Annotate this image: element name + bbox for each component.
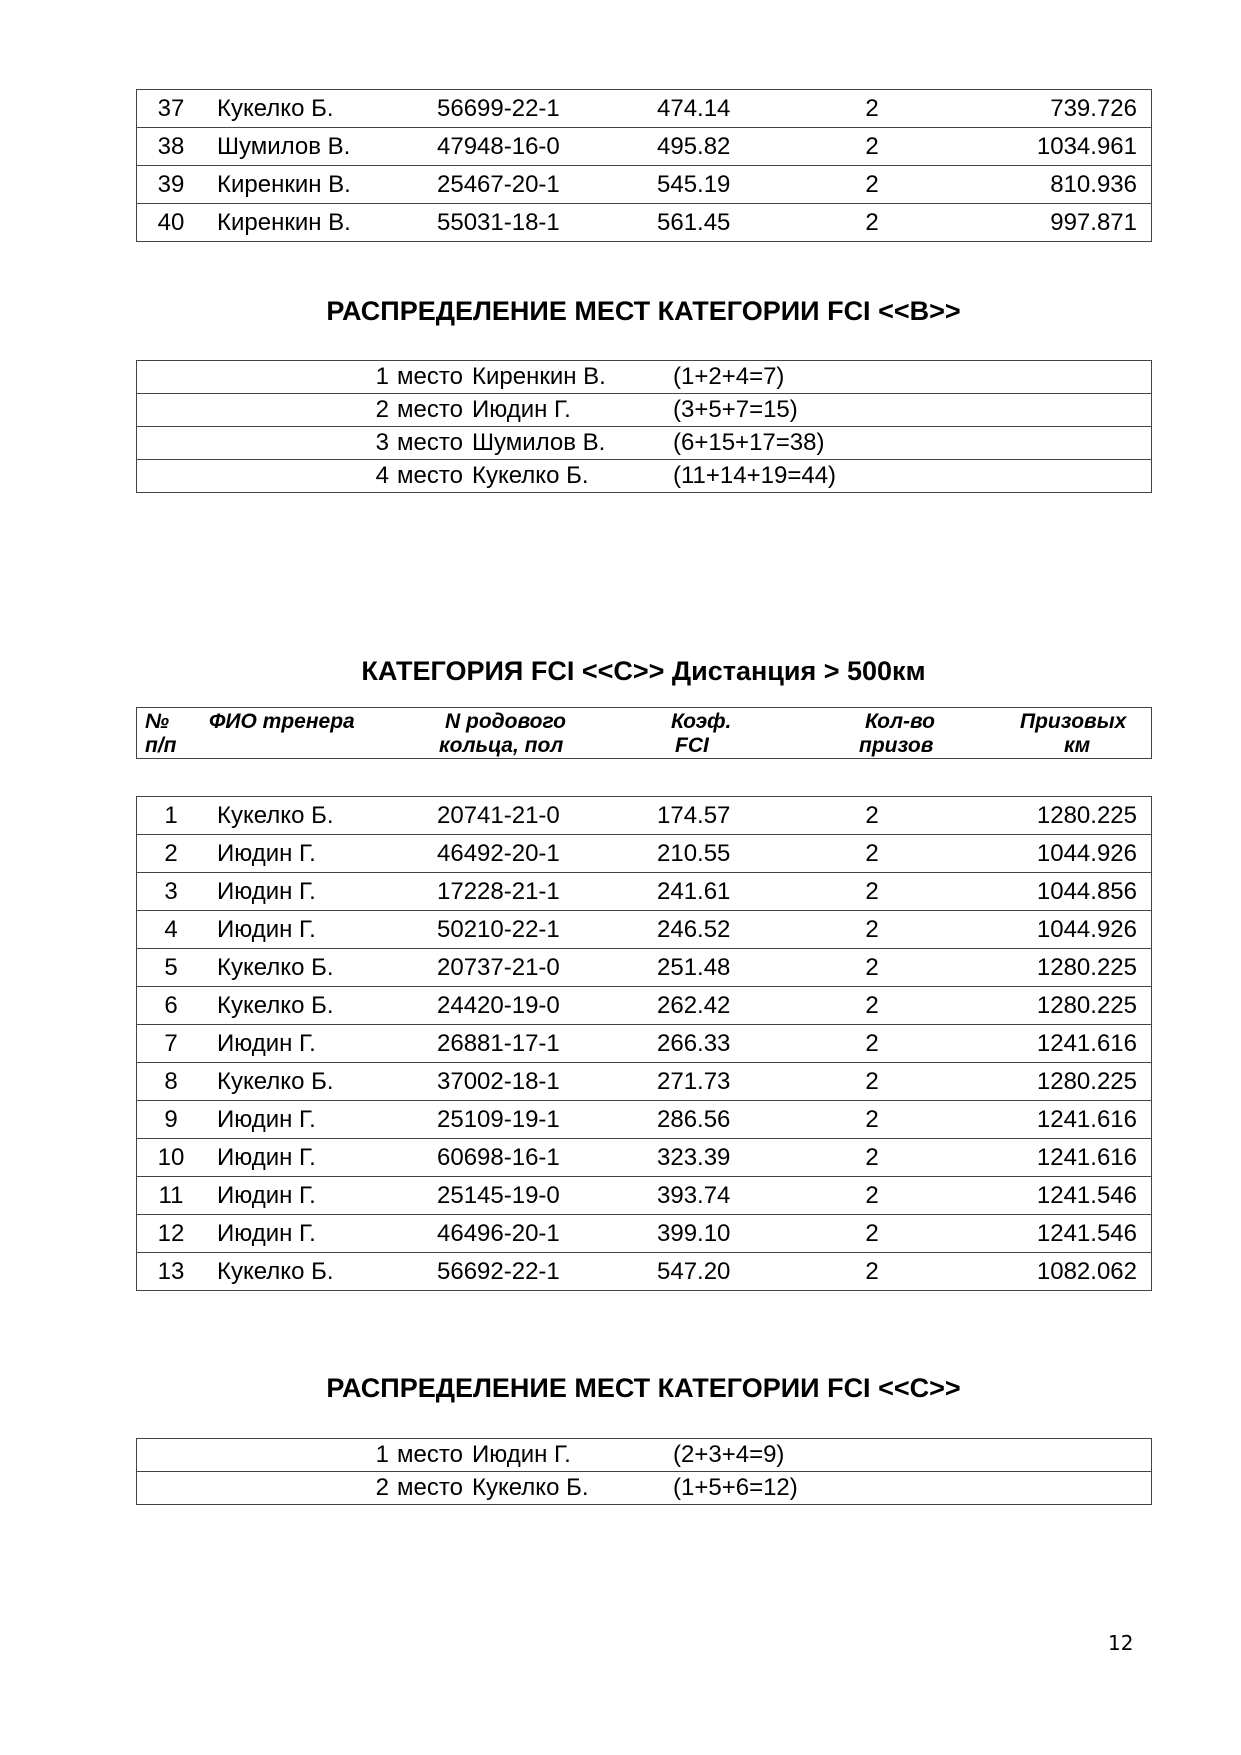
table-row [137, 1101, 1152, 1139]
prize-count: 2 [812, 873, 932, 911]
trainer-name: Кукелко Б. [205, 949, 437, 987]
places-c-heading: РАСПРЕДЕЛЕНИЕ МЕСТ КАТЕГОРИИ FCI <<C>> [326, 1373, 961, 1403]
prize-km: 1044.926 [932, 835, 1152, 873]
row-number: 8 [137, 1063, 206, 1101]
place-points: (2+3+4=9) [673, 1441, 785, 1468]
trainer-name: Кукелко Б. [205, 987, 437, 1025]
prize-count: 2 [812, 1253, 932, 1291]
place-word: место [397, 1474, 463, 1501]
header-count-1: Кол-во [865, 710, 935, 733]
trainer-name: Июдин Г. [205, 1215, 437, 1253]
table-row [137, 1025, 1152, 1063]
ring-number: 55031-18-1 [437, 204, 657, 242]
fci-coef: 323.39 [657, 1139, 812, 1177]
ring-number: 50210-22-1 [437, 911, 657, 949]
place-points: (1+5+6=12) [673, 1474, 798, 1501]
ring-number: 47948-16-0 [437, 128, 657, 166]
prize-km: 1241.616 [932, 1025, 1152, 1063]
places-b-heading: РАСПРЕДЕЛЕНИЕ МЕСТ КАТЕГОРИИ FCI <<B>> [326, 296, 961, 326]
row-number: 12 [137, 1215, 206, 1253]
results-table-top-body [137, 90, 1152, 242]
row-number: 3 [137, 873, 206, 911]
ring-number: 20741-21-0 [437, 797, 657, 835]
table-row [137, 204, 1152, 242]
table-row [137, 166, 1152, 204]
ring-number: 56692-22-1 [437, 1253, 657, 1291]
place-trainer: Июдин Г. [472, 396, 571, 423]
ring-number: 37002-18-1 [437, 1063, 657, 1101]
table-row [137, 90, 1152, 128]
prize-km: 1280.225 [932, 949, 1152, 987]
row-number: 13 [137, 1253, 206, 1291]
place-trainer: Кукелко Б. [472, 462, 589, 489]
ring-number: 56699-22-1 [437, 90, 657, 128]
prize-km: 1241.616 [932, 1139, 1152, 1177]
ring-number: 24420-19-0 [437, 987, 657, 1025]
trainer-name: Июдин Г. [205, 835, 437, 873]
prize-km: 1280.225 [932, 987, 1152, 1025]
place-word: место [397, 396, 463, 423]
fci-coef: 251.48 [657, 949, 812, 987]
table-row [137, 128, 1152, 166]
place-number: 2 [375, 1474, 389, 1501]
places-b-body [137, 361, 1152, 493]
row-number: 38 [137, 128, 206, 166]
place-trainer: Июдин Г. [472, 1441, 571, 1468]
header-coef-2: FCI [675, 734, 709, 757]
results-table-c-body [137, 797, 1152, 1291]
header-coef-1: Коэф. [671, 710, 732, 733]
prize-count: 2 [812, 204, 932, 242]
table-row [137, 949, 1152, 987]
table-row [137, 911, 1152, 949]
place-number: 2 [375, 396, 389, 423]
trainer-name: Киренкин В. [205, 166, 437, 204]
place-word: место [397, 462, 463, 489]
fci-coef: 271.73 [657, 1063, 812, 1101]
header-name: ФИО тренера [209, 710, 355, 733]
trainer-name: Кукелко Б. [205, 1253, 437, 1291]
place-word: место [397, 363, 463, 390]
row-number: 7 [137, 1025, 206, 1063]
fci-coef: 262.42 [657, 987, 812, 1025]
table-row [137, 1063, 1152, 1101]
prize-km: 1044.926 [932, 911, 1152, 949]
place-points: (1+2+4=7) [673, 363, 785, 390]
trainer-name: Киренкин В. [205, 204, 437, 242]
prize-count: 2 [812, 835, 932, 873]
place-points: (6+15+17=38) [673, 429, 825, 456]
header-no-1: № [145, 710, 170, 733]
fci-coef: 241.61 [657, 873, 812, 911]
trainer-name: Шумилов В. [205, 128, 437, 166]
place-number: 1 [375, 363, 389, 390]
prize-count: 2 [812, 797, 932, 835]
prize-count: 2 [812, 1063, 932, 1101]
prize-km: 739.726 [932, 90, 1152, 128]
place-number: 4 [375, 462, 389, 489]
ring-number: 26881-17-1 [437, 1025, 657, 1063]
prize-km: 1241.616 [932, 1101, 1152, 1139]
fci-coef: 547.20 [657, 1253, 812, 1291]
prize-km: 1280.225 [932, 797, 1152, 835]
table-row [137, 1253, 1152, 1291]
results-table-c [136, 796, 1152, 1291]
prize-count: 2 [812, 166, 932, 204]
trainer-name: Кукелко Б. [205, 1063, 437, 1101]
trainer-name: Кукелко Б. [205, 797, 437, 835]
ring-number: 46496-20-1 [437, 1215, 657, 1253]
ring-number: 46492-20-1 [437, 835, 657, 873]
fci-coef: 286.56 [657, 1101, 812, 1139]
place-trainer: Кукелко Б. [472, 1474, 589, 1501]
header-no-2: п/п [145, 734, 177, 757]
header-km-2: км [1064, 734, 1091, 757]
trainer-name: Кукелко Б. [205, 90, 437, 128]
ring-number: 17228-21-1 [437, 873, 657, 911]
places-c-body [137, 1439, 1152, 1505]
prize-count: 2 [812, 1139, 932, 1177]
header-ring-1: N родового [445, 710, 566, 733]
prize-count: 2 [812, 1177, 932, 1215]
prize-km: 1280.225 [932, 1063, 1152, 1101]
trainer-name: Июдин Г. [205, 1025, 437, 1063]
prize-count: 2 [812, 90, 932, 128]
row-number: 37 [137, 90, 206, 128]
places-c-table [136, 1438, 1152, 1505]
row-number: 9 [137, 1101, 206, 1139]
row-number: 2 [137, 835, 206, 873]
page-number: 12 [1108, 1631, 1134, 1655]
fci-coef: 399.10 [657, 1215, 812, 1253]
fci-coef: 495.82 [657, 128, 812, 166]
place-number: 1 [375, 1441, 389, 1468]
row-number: 39 [137, 166, 206, 204]
place-points: (3+5+7=15) [673, 396, 798, 423]
row-number: 4 [137, 911, 206, 949]
row-number: 5 [137, 949, 206, 987]
prize-count: 2 [812, 949, 932, 987]
place-row [137, 1472, 1152, 1505]
table-row [137, 873, 1152, 911]
fci-coef: 246.52 [657, 911, 812, 949]
table-row [137, 987, 1152, 1025]
prize-km: 1241.546 [932, 1215, 1152, 1253]
ring-number: 20737-21-0 [437, 949, 657, 987]
trainer-name: Июдин Г. [205, 873, 437, 911]
prize-km: 810.936 [932, 166, 1152, 204]
prize-km: 1044.856 [932, 873, 1152, 911]
place-row [137, 427, 1152, 460]
prize-km: 1082.062 [932, 1253, 1152, 1291]
row-number: 6 [137, 987, 206, 1025]
table-row [137, 1215, 1152, 1253]
trainer-name: Июдин Г. [205, 1101, 437, 1139]
place-points: (11+14+19=44) [673, 462, 837, 489]
prize-count: 2 [812, 1101, 932, 1139]
place-row [137, 394, 1152, 427]
table-row [137, 797, 1152, 835]
fci-coef: 266.33 [657, 1025, 812, 1063]
fci-coef: 561.45 [657, 204, 812, 242]
ring-number: 25145-19-0 [437, 1177, 657, 1215]
trainer-name: Июдин Г. [205, 1139, 437, 1177]
header-km-1: Призовых [1020, 710, 1127, 733]
ring-number: 25467-20-1 [437, 166, 657, 204]
place-row [137, 1439, 1152, 1472]
row-number: 11 [137, 1177, 206, 1215]
fci-coef: 174.57 [657, 797, 812, 835]
table-row [137, 835, 1152, 873]
place-row [137, 361, 1152, 394]
fci-coef: 393.74 [657, 1177, 812, 1215]
fci-coef: 210.55 [657, 835, 812, 873]
prize-km: 997.871 [932, 204, 1152, 242]
prize-km: 1241.546 [932, 1177, 1152, 1215]
prize-count: 2 [812, 1025, 932, 1063]
place-word: место [397, 1441, 463, 1468]
results-table-top [136, 89, 1152, 242]
header-count-2: призов [859, 734, 934, 757]
place-trainer: Шумилов В. [472, 429, 606, 456]
category-c-heading: КАТЕГОРИЯ FCI <<C>> Дистанция > 500км [361, 656, 926, 686]
trainer-name: Июдин Г. [205, 1177, 437, 1215]
table-row [137, 1177, 1152, 1215]
place-row [137, 460, 1152, 493]
places-b-table [136, 360, 1152, 493]
ring-number: 25109-19-1 [437, 1101, 657, 1139]
prize-count: 2 [812, 1215, 932, 1253]
place-trainer: Киренкин В. [472, 363, 606, 390]
ring-number: 60698-16-1 [437, 1139, 657, 1177]
prize-count: 2 [812, 128, 932, 166]
row-number: 40 [137, 204, 206, 242]
trainer-name: Июдин Г. [205, 911, 437, 949]
place-word: место [397, 429, 463, 456]
table-row [137, 1139, 1152, 1177]
prize-count: 2 [812, 987, 932, 1025]
header-ring-2: кольца, пол [439, 734, 564, 757]
place-number: 3 [375, 429, 389, 456]
category-c-header [136, 707, 1152, 759]
row-number: 1 [137, 797, 206, 835]
prize-count: 2 [812, 911, 932, 949]
fci-coef: 545.19 [657, 166, 812, 204]
row-number: 10 [137, 1139, 206, 1177]
fci-coef: 474.14 [657, 90, 812, 128]
prize-km: 1034.961 [932, 128, 1152, 166]
